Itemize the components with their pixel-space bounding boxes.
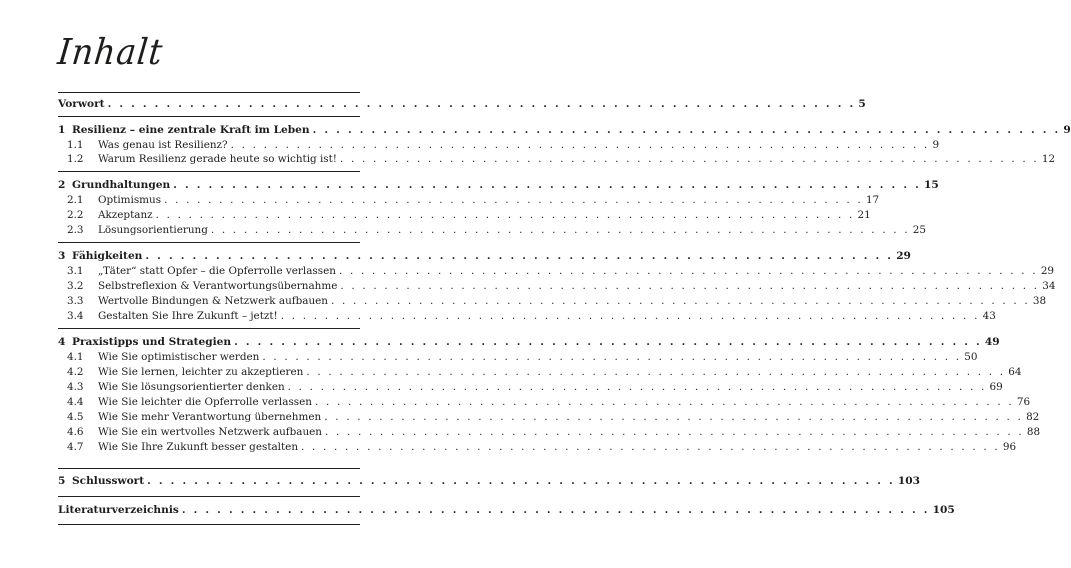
dot-leader — [340, 152, 1039, 166]
entry-label: Vorwort — [58, 98, 105, 110]
entry-page: 69 — [989, 381, 1003, 393]
entry-page: 103 — [897, 475, 921, 487]
dot-leader — [173, 178, 921, 192]
entry-page: 50 — [964, 351, 978, 363]
page-title: Inhalt — [55, 30, 166, 73]
toc-section-1-2[interactable] — [58, 152, 1056, 166]
toc-entry-vorwort[interactable] — [58, 97, 866, 111]
toc-section-3-1[interactable] — [58, 264, 1055, 278]
entry-page: 43 — [982, 310, 996, 322]
entry-number: 1.1 — [67, 139, 84, 151]
entry-page: 49 — [984, 336, 1000, 348]
entry-page: 15 — [923, 179, 939, 191]
entry-page: 9 — [1063, 124, 1071, 136]
entry-number: 4.2 — [67, 366, 84, 378]
dot-leader — [313, 123, 1061, 137]
entry-label: „Täter“ statt Opfer – die Opferrolle verlassen — [98, 265, 336, 277]
toc-section-3-2[interactable] — [58, 279, 1056, 293]
entry-page: 88 — [1026, 426, 1041, 438]
entry-label: Gestalten Sie Ihre Zukunft – jetzt! — [98, 310, 278, 322]
entry-label: Literaturverzeichnis — [58, 504, 179, 516]
entry-number: 3.1 — [67, 265, 84, 277]
toc-section-3-4[interactable] — [58, 309, 996, 323]
entry-page: 12 — [1041, 153, 1056, 165]
entry-number: 4.3 — [67, 381, 84, 393]
entry-number: 2 — [58, 179, 66, 191]
dot-leader — [331, 294, 1030, 308]
dot-leader — [156, 208, 855, 222]
entry-number: 4.1 — [67, 351, 84, 363]
entry-number: 1.2 — [67, 153, 84, 165]
entry-label: Wie Sie lösungsorientierter denken — [98, 381, 285, 393]
toc-chapter-3[interactable] — [58, 249, 911, 263]
dot-leader — [182, 503, 930, 517]
entry-page: 21 — [857, 209, 871, 221]
entry-number: 3.3 — [67, 295, 84, 307]
divider — [58, 92, 360, 93]
divider — [58, 468, 360, 469]
divider — [58, 116, 360, 117]
toc-section-4-3[interactable] — [58, 380, 1003, 394]
divider — [58, 524, 360, 525]
entry-number: 3.2 — [67, 280, 84, 292]
entry-number: 4.6 — [67, 426, 84, 438]
entry-label: Lösungsorientierung — [98, 224, 208, 236]
dot-leader — [315, 395, 1014, 409]
toc-section-4-1[interactable] — [58, 350, 978, 364]
toc-section-4-5[interactable] — [58, 410, 1040, 424]
entry-page: 9 — [932, 139, 940, 151]
divider — [58, 171, 360, 172]
toc-section-2-3[interactable] — [58, 223, 927, 237]
entry-label: Wie Sie optimistischer werden — [98, 351, 260, 363]
entry-page: 5 — [858, 98, 866, 110]
toc-chapter-5[interactable] — [58, 474, 921, 488]
dot-leader — [234, 335, 982, 349]
entry-page: 105 — [932, 504, 955, 516]
dot-leader — [324, 410, 1023, 424]
dot-leader — [108, 97, 856, 111]
dot-leader — [145, 249, 893, 263]
dot-leader — [340, 279, 1039, 293]
entry-page: 96 — [1002, 441, 1017, 453]
entry-label: Optimismus — [98, 194, 162, 206]
entry-page: 76 — [1016, 396, 1031, 408]
toc-section-3-3[interactable] — [58, 294, 1047, 308]
entry-label: Praxistipps und Strategien — [72, 336, 232, 348]
dot-leader — [262, 350, 961, 364]
entry-label: Was genau ist Resilienz? — [98, 139, 228, 151]
entry-label: Wie Sie Ihre Zukunft besser gestalten — [98, 441, 299, 453]
entry-label: Wie Sie lernen, leichter zu akzeptieren — [98, 366, 304, 378]
entry-number: 4.5 — [67, 411, 84, 423]
divider — [58, 496, 360, 497]
dot-leader — [339, 264, 1038, 278]
toc-section-4-4[interactable] — [58, 395, 1031, 409]
divider — [58, 242, 360, 243]
dot-leader — [147, 474, 895, 488]
entry-label: Akzeptanz — [98, 209, 153, 221]
dot-leader — [301, 440, 1000, 454]
entry-label: Grundhaltungen — [72, 179, 171, 191]
dot-leader — [281, 309, 980, 323]
entry-label: Wie Sie ein wertvolles Netzwerk aufbauen — [98, 426, 322, 438]
entry-number: 3.4 — [67, 310, 84, 322]
toc-section-4-7[interactable] — [58, 440, 1017, 454]
entry-label: Fähigkeiten — [72, 250, 143, 262]
toc-section-4-6[interactable] — [58, 425, 1041, 439]
entry-number: 2.2 — [67, 209, 84, 221]
entry-label: Schlusswort — [72, 475, 145, 487]
toc-chapter-1[interactable] — [58, 123, 1071, 137]
entry-label: Wie Sie leichter die Opferrolle verlassen — [98, 396, 312, 408]
dot-leader — [211, 223, 910, 237]
dot-leader — [231, 138, 930, 152]
entry-page: 25 — [912, 224, 927, 236]
entry-label: Wertvolle Bindungen & Netzwerk aufbauen — [98, 295, 328, 307]
entry-page: 17 — [865, 194, 880, 206]
dot-leader — [288, 380, 987, 394]
entry-label: Wie Sie mehr Verantwortung übernehmen — [98, 411, 322, 423]
entry-page: 64 — [1008, 366, 1022, 378]
toc-entry-literatur[interactable] — [58, 503, 955, 517]
entry-page: 82 — [1026, 411, 1040, 423]
toc-chapter-2[interactable] — [58, 178, 939, 192]
entry-label: Warum Resilienz gerade heute so wichtig ist! — [98, 153, 337, 165]
entry-page: 29 — [896, 250, 911, 262]
entry-number: 4 — [58, 336, 66, 348]
entry-page: 29 — [1040, 265, 1055, 277]
toc-section-4-2[interactable] — [58, 365, 1022, 379]
entry-number: 5 — [58, 475, 66, 487]
toc-section-2-1[interactable] — [58, 193, 880, 207]
entry-number: 3 — [58, 250, 66, 262]
toc-section-2-2[interactable] — [58, 208, 871, 222]
dot-leader — [325, 425, 1024, 439]
entry-page: 34 — [1042, 280, 1056, 292]
entry-page: 38 — [1032, 295, 1047, 307]
entry-label: Selbstreflexion & Verantwortungsübernahme — [98, 280, 338, 292]
entry-label: Resilienz – eine zentrale Kraft im Leben — [72, 124, 310, 136]
dot-leader — [164, 193, 863, 207]
divider — [58, 328, 360, 329]
entry-number: 4.4 — [67, 396, 84, 408]
entry-number: 4.7 — [67, 441, 84, 453]
entry-number: 2.1 — [67, 194, 84, 206]
entry-number: 2.3 — [67, 224, 84, 236]
dot-leader — [306, 365, 1005, 379]
entry-number: 1 — [58, 124, 66, 136]
toc-chapter-4[interactable] — [58, 335, 1000, 349]
toc-section-1-1[interactable] — [58, 138, 940, 152]
